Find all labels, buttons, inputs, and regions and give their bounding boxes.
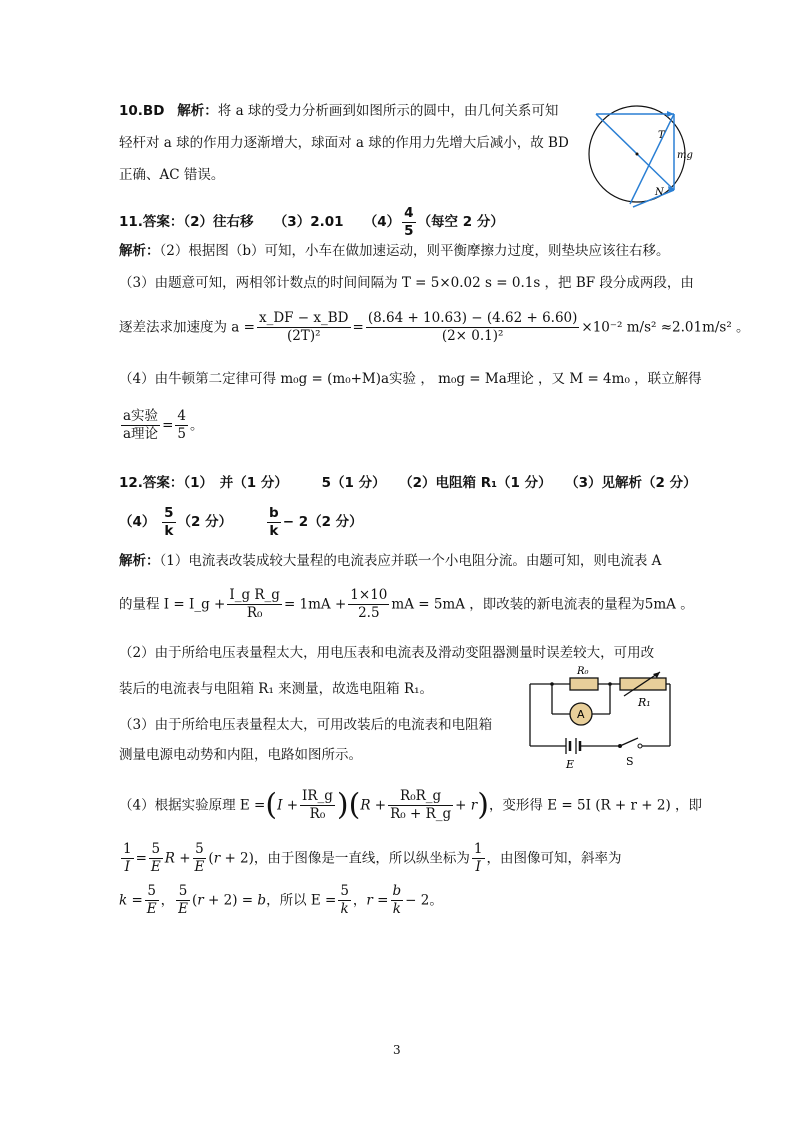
q12-p6: k = $\frac{5}{E}$ ， $\frac{5}{E}$ (r + 2) = b，所以 E = $\frac{5}{k}$ ，r = $\frac{b}{k}$ − 2。 xyxy=(119,883,443,917)
q11-ratio-eq: = xyxy=(162,417,174,434)
label-mg: mg xyxy=(677,150,693,161)
q10-text2: 轻杆对 a 球的作用力逐渐增大，球面对 a 球的作用力先增大后减小，故 BD xyxy=(119,135,569,151)
q12-p4: （4）根据实验原理 E =(I + $\frac{IR\_g}{\text{R₀}}$ )(R + $\frac{\text{R₀R\_g}}{\text{R₀ + R\_g}}$ + r)，变形得 E = 5I (R + r + 2) ，即 xyxy=(119,787,703,823)
q12-ans4-a-score: （2 分） xyxy=(177,514,233,530)
q12-p1b xyxy=(119,584,694,625)
q11-ratio-den: a理论 xyxy=(123,426,159,442)
q10-analysis-label: 解析： xyxy=(177,103,218,119)
q11-num1: x_DF − x_BD xyxy=(258,310,349,326)
q11-ratio xyxy=(119,406,203,445)
q10-line1 xyxy=(119,102,558,120)
q12-p3b: 测量电源电动势和内阻，电路如图所示。 xyxy=(119,747,362,763)
q12-p5-end: ，由图像可知，斜率为 xyxy=(486,850,622,867)
q12-p4-prefix: （4）根据实验原理 E = xyxy=(119,797,266,814)
q12-p1-mid: = 1mA + xyxy=(283,596,347,613)
q11-p3-tail: ×10⁻² m/s² ≈2.01m/s² 。 xyxy=(581,319,750,336)
circuit-diagram xyxy=(520,662,680,770)
q12-p5-text: ，由于图像是一直线，所以纵坐标为 xyxy=(253,850,470,867)
q11-ans-note: （每空 2 分） xyxy=(417,214,504,230)
q12-ans4-b-num: b xyxy=(269,504,279,521)
q12-p1-f2-num: 1×10 xyxy=(350,587,388,603)
q11-answer-line: 11.答案：（2）往右移 （3）2.01 （4） xyxy=(119,214,401,230)
q11-p3b: 逐差法求加速度为 a = $\frac{x\_DF - x\_BD}{\text{(2T)²}}$ = $\frac{(8.64 + 10.63) - (4.62 + 6.60)}{\text{(2× 0.1)²}}$ ×10⁻² m/s² ≈2.01m/s² 。 xyxy=(119,310,750,344)
q11-answer xyxy=(119,204,504,240)
q12-analysis-label: 解析： xyxy=(119,553,160,569)
q11-ratio-end: 。 xyxy=(189,417,204,434)
q12-p1a: （1）电流表改装成较大量程的电流表应并联一个小电阻分流。由题可知，则电流表 A xyxy=(159,553,662,569)
q12-ans4-a-den: k xyxy=(164,522,174,539)
q11-p3a: （3）由题意可知，两相邻计数点的时间间隔为 T = 5×0.02 s = 0.1s ，把 BF 段分成两段，由 xyxy=(119,275,694,291)
q12-ans4 xyxy=(119,502,363,542)
force-circle-diagram xyxy=(588,94,700,214)
q12-p1-tail: mA = 5mA ，即改装的新电流表的量程为5mA 。 xyxy=(391,596,694,613)
q12-p4-f2-den: R₀ + R_g xyxy=(390,806,452,822)
q12-p6-end: 。 xyxy=(429,892,443,909)
q11-p2: （2）根据图（b）可知，小车在做加速运动，则平衡摩擦力过度，则垫块应该往右移。 xyxy=(159,243,670,259)
q12-p1a-line xyxy=(119,552,661,570)
label-A: A xyxy=(577,708,585,721)
label-E: E xyxy=(566,758,575,770)
q12-p2b: 装后的电流表与电阻箱 R₁ 来测量，故选电阻箱 R₁。 xyxy=(119,681,434,697)
q11-den1: (2T)² xyxy=(286,328,321,344)
q12-answer-line: 12.答案：（1） 并（1 分） 5（1 分） （2）电阻箱 R₁（1 分） （3）见解析（2 分） xyxy=(119,475,697,491)
q11-p2-line xyxy=(119,242,669,260)
page-number: 3 xyxy=(393,1043,401,1057)
q11-ratio-val-num: 4 xyxy=(177,408,186,424)
q12-p1b-prefix: 的量程 I = I_g + xyxy=(119,596,226,613)
q12-p1-f2-den: 2.5 xyxy=(358,605,380,621)
q12-p3a: （3）由于所给电压表量程太大，可用改装后的电流表和电阻箱 xyxy=(119,717,493,733)
q12-ans4-prefix: （4） xyxy=(119,514,156,530)
label-S: S xyxy=(626,755,634,768)
q11-ratio-val-den: 5 xyxy=(177,426,186,442)
q10-text1: 将 a 球的受力分析画到如图所示的圆中，由几何关系可知 xyxy=(217,103,559,119)
q12-ans4-a-num: 5 xyxy=(164,504,174,521)
q12-p2a: （2）由于所给电压表量程太大，用电压表和电流表及滑动变阻器测量时误差较大，可用改 xyxy=(119,645,655,661)
q12-p1-f1-den: R₀ xyxy=(246,605,263,621)
q11-ans4-num: 4 xyxy=(404,205,414,221)
q12-p5: $\frac{1}{I}$ = $\frac{5}{E}$ R + $\frac{5}{E}$ (r + 2)，由于图像是一直线，所以纵坐标为 $\frac{1}{I}$ ，由图像可知，斜率为 xyxy=(123,841,622,875)
q10-text3: 正确、AC 错误。 xyxy=(119,167,225,183)
q12-p4-tail: ，变形得 E = 5I (R + r + 2) ，即 xyxy=(488,797,703,814)
label-T: T xyxy=(658,130,665,141)
q10-label: 10.BD xyxy=(119,103,165,119)
label-R1: R₁ xyxy=(638,696,651,709)
q12-p4-f2-num: R₀R_g xyxy=(388,788,453,806)
q11-den2: (2× 0.1)² xyxy=(441,328,504,344)
q12-p4-f1-den: R₀ xyxy=(309,806,326,822)
q11-analysis-label: 解析： xyxy=(119,243,160,259)
q12-p6-text: ，所以 E = xyxy=(266,892,337,909)
label-N: N xyxy=(655,187,664,198)
q12-p1-f1-num: I_g R_g xyxy=(229,587,280,603)
q11-ans4-den: 5 xyxy=(404,223,414,239)
q11-ratio-num: a实验 xyxy=(123,408,159,424)
q12-ans4-b-tail: − 2（2 分） xyxy=(282,514,363,530)
q11-p3b-prefix: 逐差法求加速度为 a = xyxy=(119,319,255,336)
label-R0: R₀ xyxy=(577,666,589,677)
q11-num2: (8.64 + 10.63) − (4.62 + 6.60) xyxy=(367,310,578,326)
q12-p4-f1-num: IR_g xyxy=(302,788,333,804)
q11-p4: （4）由牛顿第二定律可得 m₀g = (m₀+M)a实验 ， m₀g = Ma理论 ，又 M = 4m₀ ，联立解得 xyxy=(119,371,702,387)
q12-ans4-b-den: k xyxy=(269,522,279,539)
